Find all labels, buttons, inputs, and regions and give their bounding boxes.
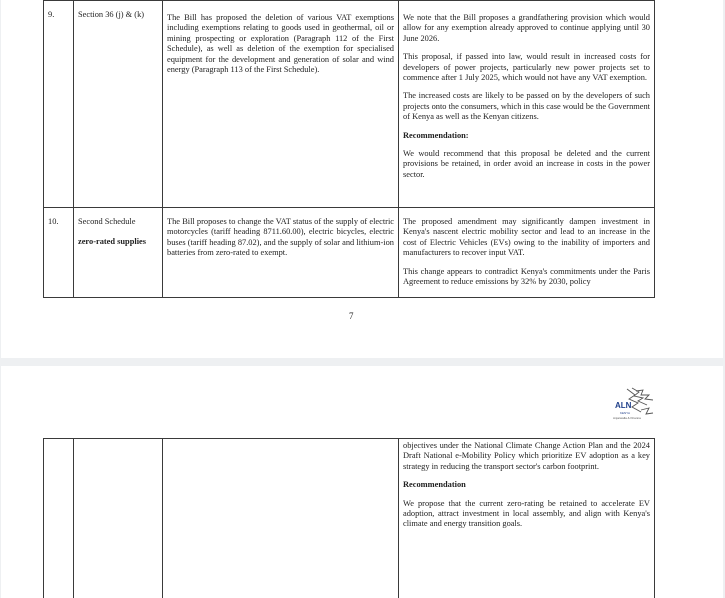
row-number-empty <box>44 439 74 598</box>
recommendation-heading: Recommendation <box>403 480 466 490</box>
comments-cell <box>399 439 655 598</box>
logo-firm: Anjarwalla & Khanna <box>613 416 641 420</box>
comment-paragraph: The proposed amendment may significantly dampen investment in Kenya's nascent electric mobility sector and lead to an increase in the cost of Electric Vehicles (EVs) owing to the inability of importers and manufacturers to recover input VAT. <box>403 217 650 258</box>
comments-cell <box>399 208 655 298</box>
section-reference: Section 36 (j) & (k) <box>74 1 163 208</box>
comment-paragraph: This proposal, if passed into law, would result in increased costs for developers of power projects, particularly new power projects set to commence after 1 July 2025, which would not have any VAT exemption. <box>403 52 650 83</box>
submission-table <box>43 0 655 298</box>
row-number: 10. <box>44 208 74 298</box>
proposal-empty <box>163 439 399 598</box>
page-number: 7 <box>349 311 354 321</box>
comments-cell <box>399 1 655 208</box>
table-row <box>44 208 655 298</box>
aln-kenya-logo <box>605 386 659 422</box>
submission-table-continued <box>43 438 655 598</box>
comment-paragraph: This change appears to contradict Kenya's commitments under the Paris Agreement to reduce emissions by 32% by 2030, policy <box>403 266 650 287</box>
recommendation-text: We propose that the current zero-rating be retained to accelerate EV adoption, attract investment in local assembly, and align with Kenya's climate and energy transition goals. <box>403 498 650 529</box>
comment-paragraph: The increased costs are likely to be passed on by the developers of such projects onto the consumers, which in this case would be the Government of Kenya as well as the Kenyan citizens. <box>403 91 651 122</box>
comment-paragraph: objectives under the National Climate Change Action Plan and the 2024 Draft National e-Mobility Policy which prioritize EV adoption as a key strategy in reducing the transport sector's carbon footprint. <box>403 441 650 471</box>
proposal-text: The Bill proposes to change the VAT status of the supply of electric motorcycles (tariff heading 8711.60.00), electric bicycles, electric buses (tariff heading 87.02), and the supply of solar and lithium-ion batteries from zero-rated to exempt. <box>163 208 399 298</box>
section-reference: Second Schedule <box>78 217 136 226</box>
logo-wordmark: ALN <box>615 401 632 410</box>
table-row <box>44 439 655 598</box>
document-page-8 <box>1 366 723 598</box>
proposal-text: The Bill has proposed the deletion of various VAT exemptions including exemptions relating to goods used in geothermal, oil or mining prospecting or exploration (Paragraph 112 of the First Schedule), as well as deletion of the exemption for specialised equipment for the development and generation of solar and wind energy (Paragraph 113 of the First Schedule). <box>163 1 399 208</box>
section-subheading: zero-rated supplies <box>78 237 147 247</box>
recommendation-heading: Recommendation: <box>403 130 469 140</box>
section-reference-cell <box>74 208 163 298</box>
row-number: 9. <box>44 1 74 208</box>
recommendation-text: We would recommend that this proposal be deleted and the current provisions be retained, in order avoid an increase in costs in the power sector. <box>403 149 650 179</box>
section-reference-empty <box>74 439 163 598</box>
document-page-7 <box>1 0 723 358</box>
logo-country: KENYA <box>620 411 630 415</box>
table-row <box>44 1 655 208</box>
comment-paragraph: We note that the Bill proposes a grandfathering provision which would allow for any exemption already approved to continue applying until 30 June 2026. <box>403 13 650 43</box>
